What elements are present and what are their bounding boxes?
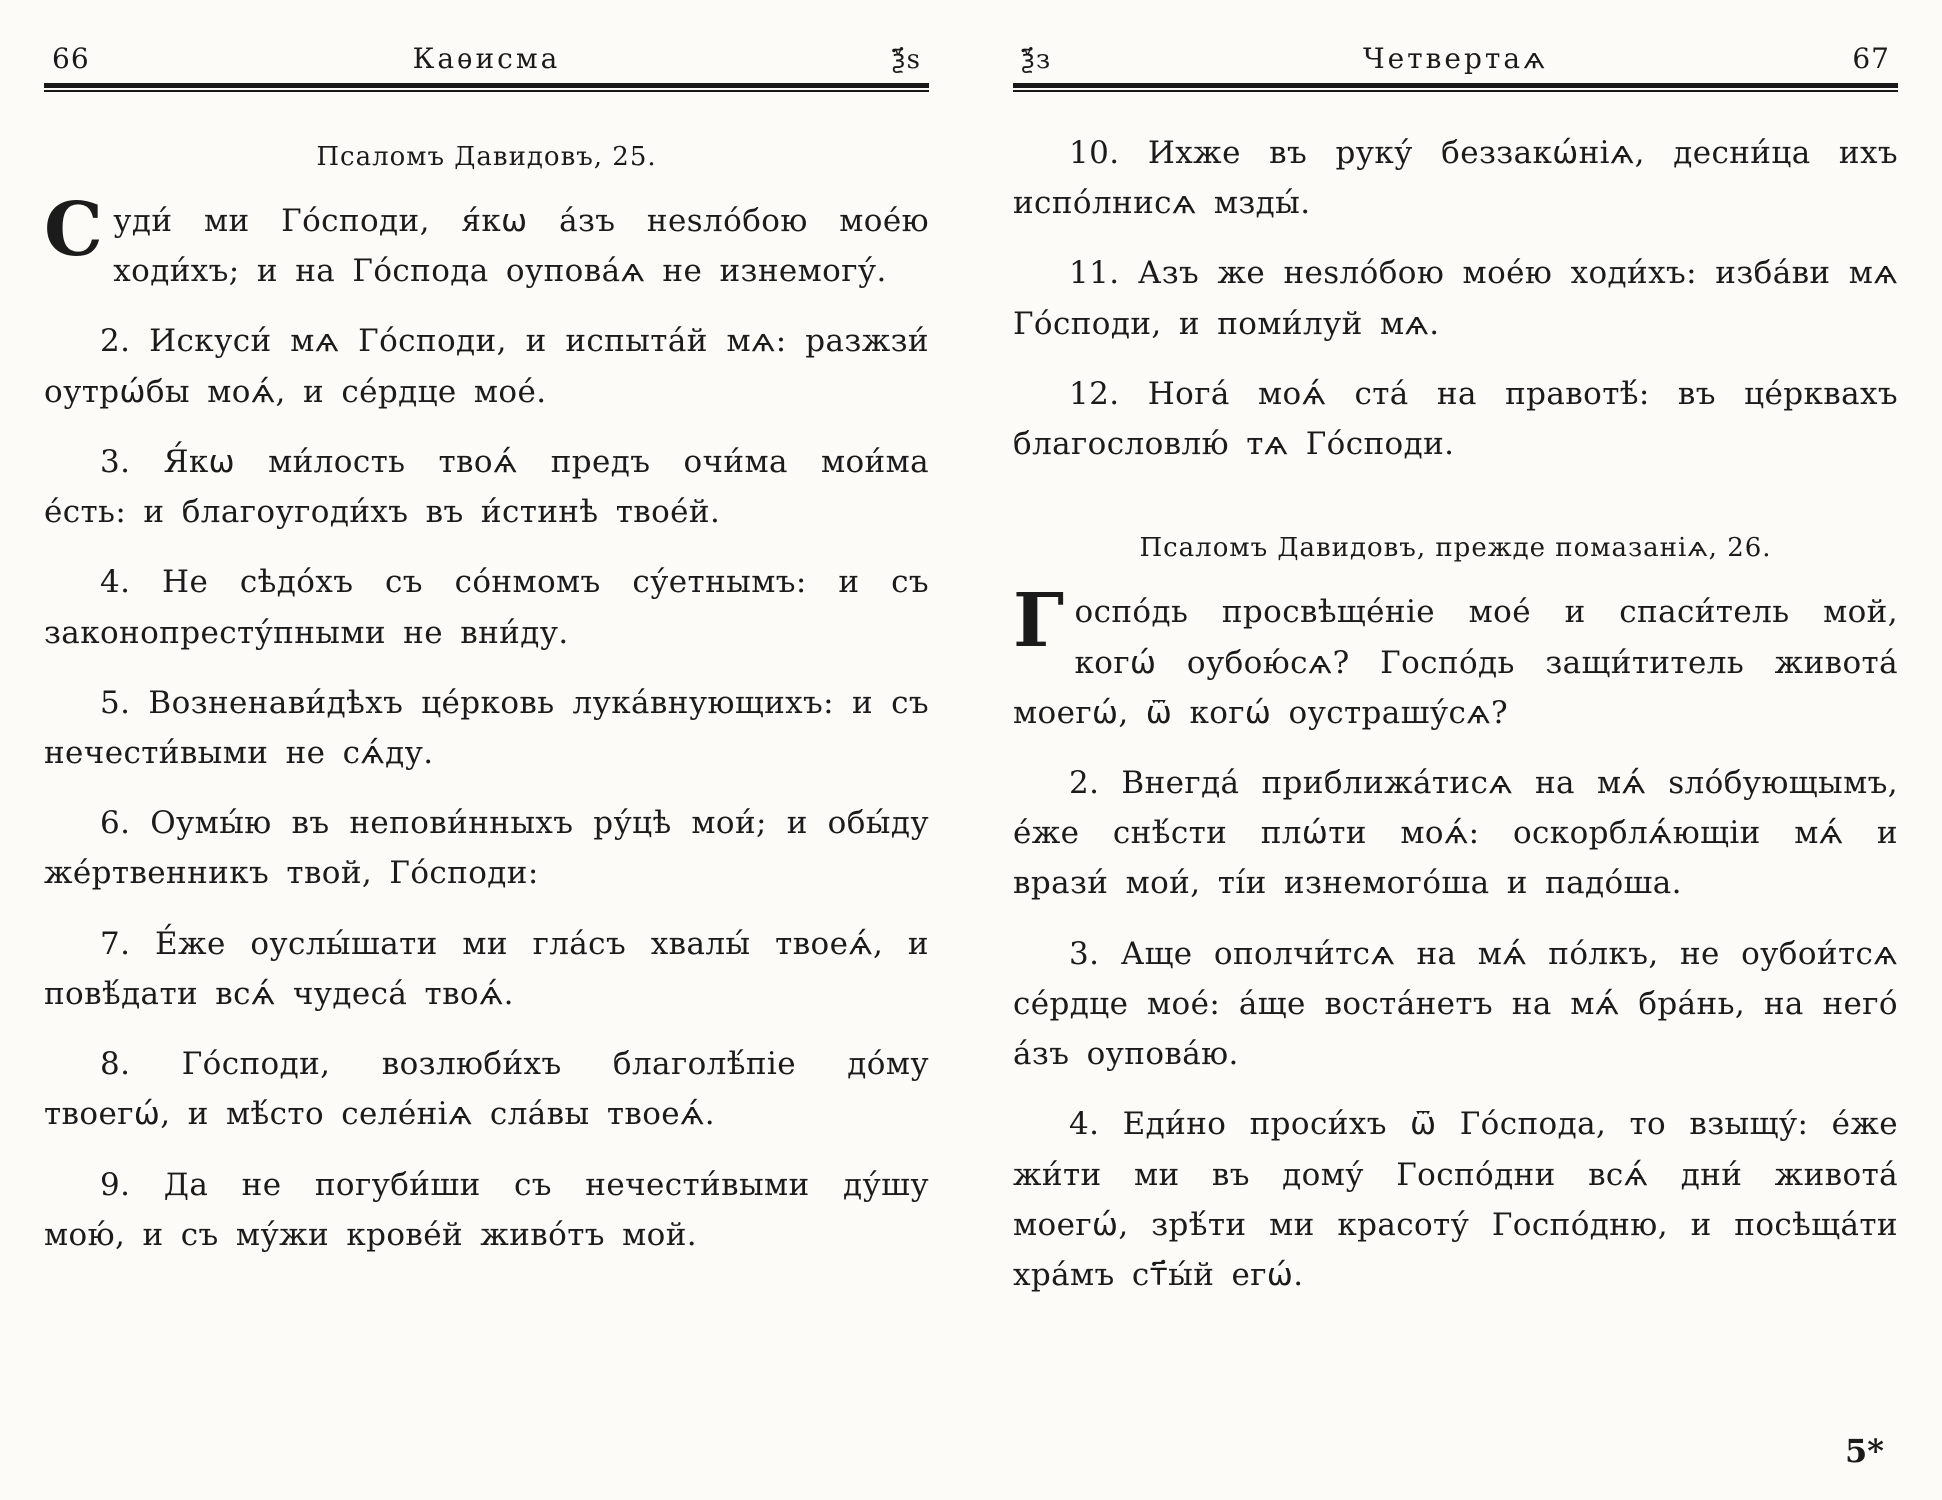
verse: 7. Е́же оуслы́шати ми гла́съ хвалы́ твоеѧ́, и повѣ́дати всѧ́ чудеса́ твоѧ́. — [44, 925, 929, 1012]
folio-mark: ѯ҃з — [1021, 45, 1052, 75]
verse-text: уди́ ми Го́споди, я́кѡ а́зъ неѕло́бою мое́ю ходи́хъ; и на Го́спода оупова́ѧ не изнемогу́. — [113, 203, 929, 290]
verse — [1013, 578, 1898, 738]
psalm-25-continued — [1013, 128, 1898, 489]
folio-mark: ѯ҃ѕ — [891, 45, 921, 75]
verse: 10. Ихже въ руку́ беззакѡ́ніѧ, десни́ца ихъ испо́лнисѧ мзды́. — [1013, 135, 1898, 222]
verse: 3. Я́кѡ ми́лость твоѧ́ предъ очи́ма мои́ма е́сть: и благоугоди́хъ въ и́стинѣ твое́й. — [44, 443, 929, 531]
verse: 4. Еди́но проси́хъ ѿ Го́спода, то взыщу́: е́же жи́ти ми въ дому́ Госпо́дни всѧ́ дни́ живота́ моегѡ́, зрѣ́ти ми красоту́ Госпо́дню, и посѣща́ти хра́мъ ст҃ы́й егѡ́. — [1013, 1106, 1898, 1293]
drop-cap-initial: С — [44, 187, 104, 273]
header-rule — [1013, 83, 1898, 92]
page-number: 67 — [1852, 42, 1890, 75]
verse: 6. Оумы́ю въ непови́нныхъ ру́цѣ мои́; и обы́ду же́ртвенникъ твой, Го́споди: — [44, 805, 929, 892]
page-left — [44, 42, 929, 1470]
drop-cap-initial: Г — [1013, 578, 1065, 665]
verse: 11. Азъ же неѕло́бою мое́ю ходи́хъ: изба́ви мѧ Го́споди, и поми́луй мѧ. — [1013, 255, 1898, 342]
verse: 2. Внегда́ приближа́тисѧ на мѧ́ ѕло́бующымъ, е́же снѣ́сти плѡ́ти моѧ́: оскорблѧ́ющіи мѧ́ и врази́ мои́, ті́и изнемого́ша и падо́ша. — [1013, 764, 1898, 902]
verse — [44, 187, 929, 296]
verse: 2. Искуси́ мѧ Го́споди, и испыта́й мѧ: разжзи́ оутрѡ́бы моѧ́, и се́рдце мое́. — [44, 323, 929, 410]
psalm-title: Псаломъ Давидовъ, 25. — [316, 142, 657, 172]
signature-mark: 5* — [1845, 1432, 1884, 1470]
running-title: Четвертаѧ — [1362, 42, 1549, 75]
running-title: Каѳисма — [412, 42, 561, 75]
page-right — [1013, 42, 1898, 1470]
verse: 4. Не сѣдо́хъ съ со́нмомъ су́етнымъ: и съ законопресту́пными не вни́ду. — [44, 564, 929, 651]
page-header-right — [1013, 42, 1898, 83]
verse: 5. Возненави́дѣхъ це́рковь лука́внующихъ: и съ нечести́выми не сѧ́ду. — [44, 684, 929, 771]
psalm-title: Псаломъ Давидовъ, прежде помазаніѧ, 26. — [1139, 533, 1772, 564]
verse: 8. Го́споди, возлюби́хъ благолѣ́піе до́му твоегѡ́, и мѣ́сто селе́ніѧ сла́вы твоеѧ́. — [44, 1046, 929, 1133]
page-number: 66 — [52, 42, 90, 75]
verse: 9. Да не погуби́ши съ нечести́выми ду́шу мою́, и съ му́жи крове́й живо́тъ мой. — [44, 1166, 929, 1253]
verse: 12. Нога́ моѧ́ ста́ на правотѣ́: въ це́рквахъ благословлю́ тѧ Го́споди. — [1013, 375, 1898, 463]
header-rule — [44, 83, 929, 92]
verse: 3. Аще ополчи́тсѧ на мѧ́ по́лкъ, не оубои́тсѧ се́рдце мое́: а́ще воста́нетъ на мѧ́ бра́нь, на него́ а́зъ оупова́ю. — [1013, 935, 1898, 1073]
page-header-left — [44, 42, 929, 83]
verse-text: оспо́дь просвѣще́ніе мое́ и спаси́тель мой, когѡ́ оубою́сѧ? Госпо́дь защи́титель живота́ моегѡ́, ѿ когѡ́ оустрашу́сѧ? — [1013, 594, 1898, 731]
